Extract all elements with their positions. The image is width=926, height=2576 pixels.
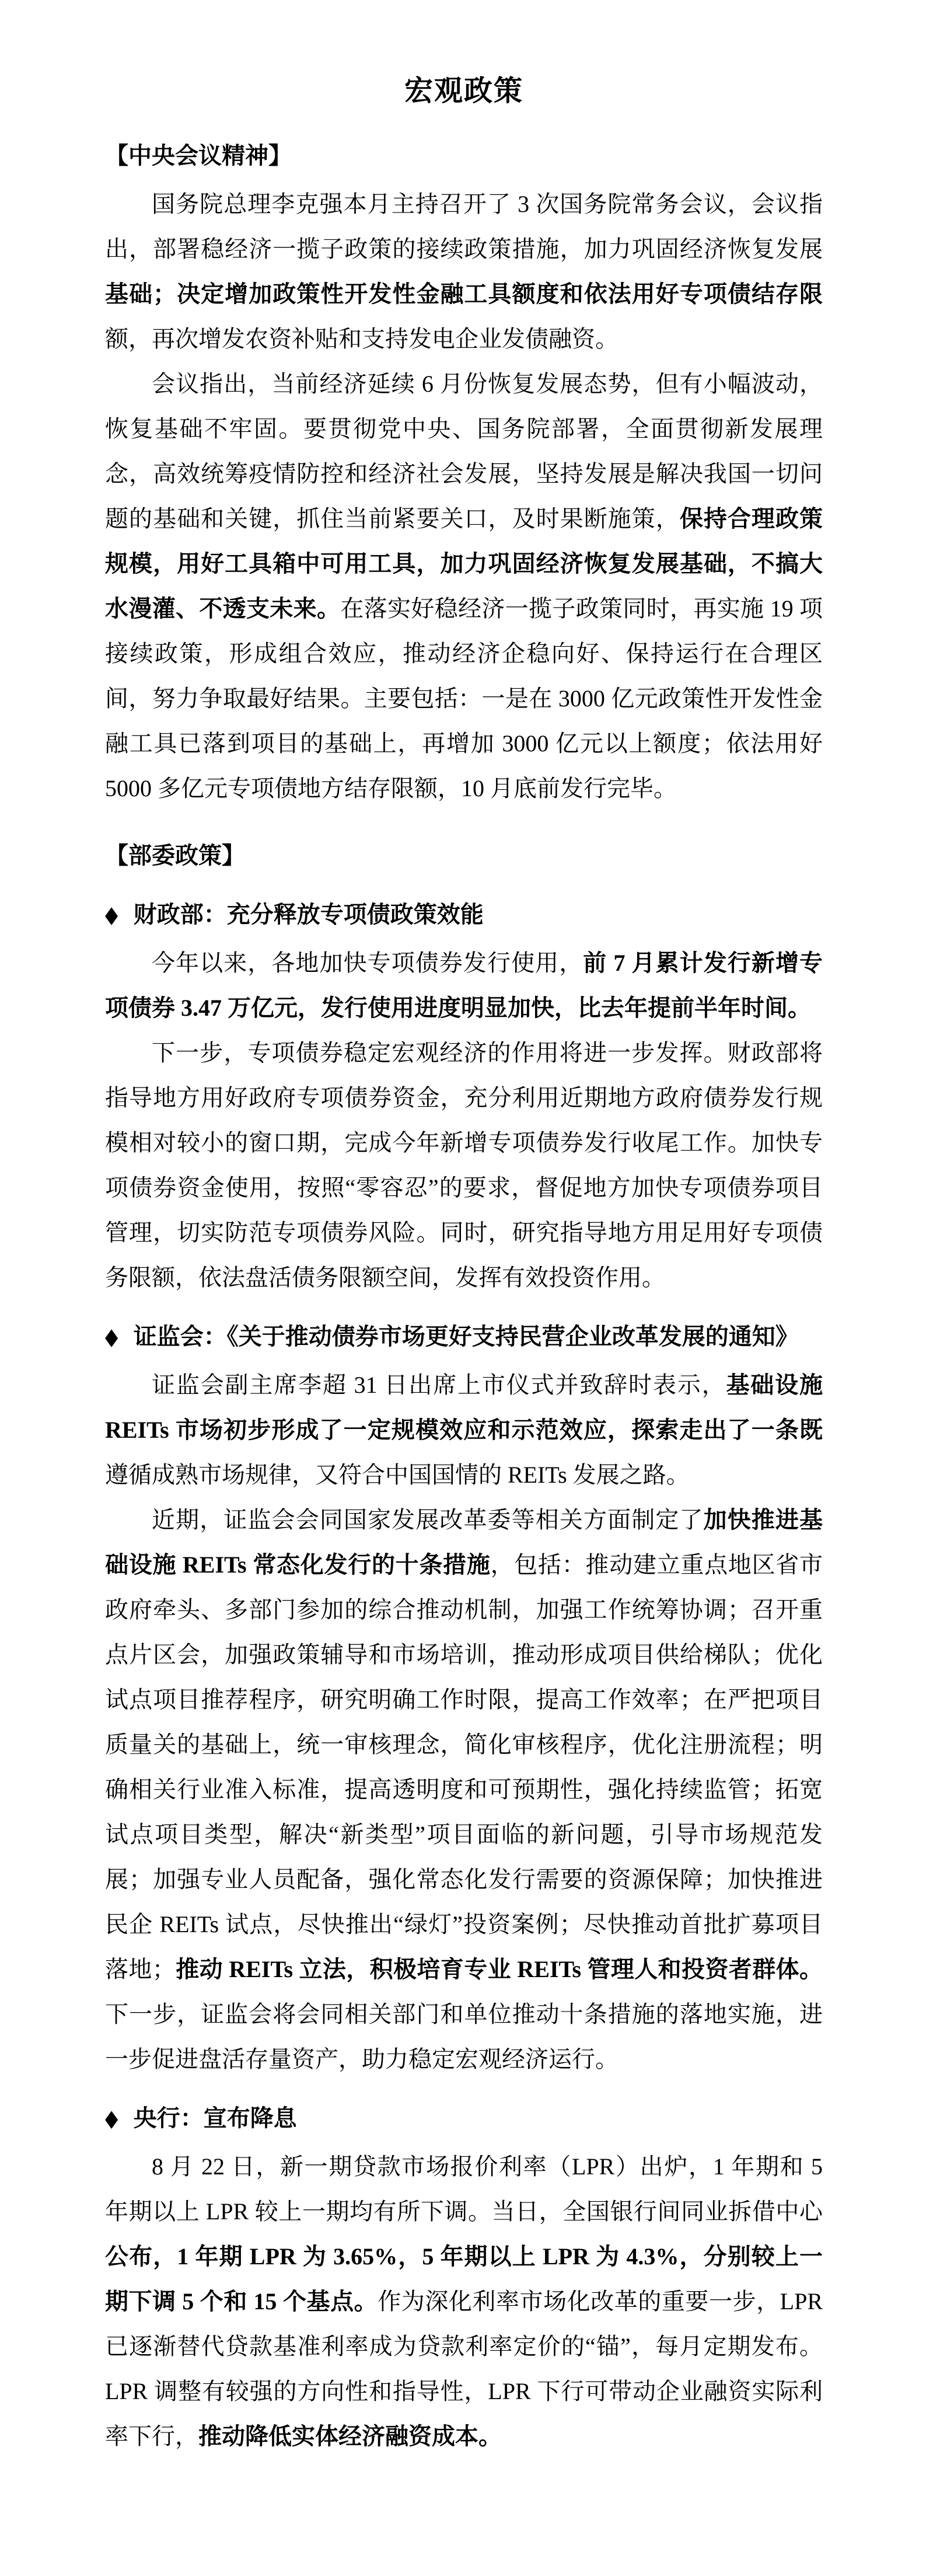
bold-text-run: 公布，1 年期 LPR 为 3.65%，5 年期以上 LPR 为 4.3%，分别较上一期下调 5 个和 15 个基点。 — [105, 2243, 823, 2315]
paragraph-meeting-points — [105, 361, 823, 811]
text-run: 作为深化利率市场化改革的重要一步，LPR 已逐渐替代贷款基准利率成为贷款利率定价的“锚”，每月定期发布。LPR 调整有较强的方向性和指导性，LPR 下行可带动企业融资实际利率下行， — [105, 2288, 823, 2450]
bold-text-run: 基础；决定增加政策性开发性金融工具额度和依法用好专项债结存限 — [105, 281, 823, 308]
section-header-central-meetings: 【中央会议精神】 — [105, 142, 292, 169]
paragraph-state-council-meetings — [105, 182, 823, 361]
diamond-bullet-icon: ◆ — [105, 1323, 118, 1350]
paragraph-mof-next-steps — [105, 1030, 823, 1300]
text-run: 8 月 22 日，新一期贷款市场报价利率（LPR）出炉，1 年期和 5 年期以上 LPR 较上一期均有所下调。当日，全国银行间同业拆借中心 — [105, 2153, 823, 2225]
bold-text-run: 推动 REITs 立法，积极培育专业 REITs 管理人和投资者群体。 — [175, 1956, 823, 1983]
text-run: 会议指出，当前经济延续 6 月份恢复发展态势，但有小幅波动，恢复基础不牢固。要贯彻党中央、国务院部署，全面贯彻新发展理念，高效统筹疫情防控和经济社会发展，坚持发展是解决我国一切问题的基础和关键，抓住当前紧要关口，及时果断施策， — [105, 371, 823, 532]
bullet-heading-pboc-label: 央行：宣布降息 — [133, 2105, 297, 2132]
paragraph-pboc-lpr-cut — [105, 2144, 823, 2459]
paragraph-csrc-ten-measures — [105, 1497, 823, 2082]
text-run: 遵循成熟市场规律，又符合中国国情的 REITs 发展之路。 — [105, 1462, 690, 1489]
text-run: 在落实好稳经济一揽子政策同时，再实施 19 项接续政策，形成组合效应，推动经济企稳向好、保持运行在合理区间，努力争取最好结果。主要包括：一是在 3000 亿元政策性开发性金融工具已落到项目的基础上，再增加 3000 亿元以上额度；依法用好 5000 多亿元专项债地方结存限额，10 月底前发行完毕。 — [105, 595, 823, 802]
section-header-ministry-policies: 【部委政策】 — [105, 842, 245, 869]
text-run: 下一步，专项债券稳定宏观经济的作用将进一步发挥。财政部将指导地方用好政府专项债券资金，充分利用近期地方政府债券发行规模相对较小的窗口期，完成今年新增专项债券发行收尾工作。加快专项债券资金使用，按照“零容忍”的要求，督促地方加快专项债券项目管理，切实防范专项债券风险。同时，研究指导地方用足用好专项债务限额，依法盘活债务限额空间，发挥有效投资作用。 — [105, 1040, 823, 1291]
text-run: 额，再次增发农资补贴和支持发电企业发债融资。 — [105, 326, 619, 353]
bullet-heading-mof-label: 财政部：充分释放专项债政策效能 — [133, 901, 484, 928]
text-run: 国务院总理李克强本月主持召开了 3 次国务院常务会议，会议指出，部署稳经济一揽子政策的接续政策措施，加力巩固经济恢复发展 — [105, 191, 823, 263]
bold-text-run: 前 7 月累计发行新增专项债券 3.47 万亿元，发行使用进度明显加快，比去年提前半年时间。 — [105, 950, 823, 1022]
bullet-heading-csrc-label: 证监会：《关于推动债券市场更好支持民营企业改革发展的通知》 — [133, 1323, 799, 1350]
text-run: 证监会副主席李超 31 日出席上市仪式并致辞时表示， — [152, 1372, 726, 1399]
text-run: 下一步，证监会将会同相关部门和单位推动十条措施的落地实施，进一步促进盘活存量资产，助力稳定宏观经济运行。 — [105, 2001, 823, 2073]
bullet-heading-csrc — [105, 1314, 823, 1359]
bold-text-run: 基础设施 REITs 市场初步形成了一定规模效应和示范效应，探索走出了一条既 — [105, 1372, 823, 1444]
bullet-heading-mof — [105, 892, 823, 937]
text-run: 近期，证监会会同国家发展改革委等相关方面制定了 — [152, 1507, 704, 1533]
text-run: ，包括：推动建立重点地区省市政府牵头、多部门参加的综合推动机制，加强工作统筹协调；召开重点片区会，加强政策辅导和市场培训，推动形成项目供给梯队；优化试点项目推荐程序，研究明确工作时限，提高工作效率；在严把项目质量关的基础上，统一审核理念，简化审核程序，优化注册流程；明确相关行业准入标准，提高透明度和可预期性，强化持续监管；拓宽试点项目类型，解决“新类型”项目面临的新问题，引导市场规范发展；加强专业人员配备，强化常态化发行需要的资源保障；加快推进民企 REITs 试点，尽快推出“绿灯”投资案例；尽快推动首批扩募项目落地； — [105, 1552, 823, 1983]
bold-text-run: 保持合理政策规模，用好工具箱中可用工具，加力巩固经济恢复发展基础，不搞大水漫灌、不透支未来。 — [105, 506, 823, 622]
page-title: 宏观政策 — [404, 75, 523, 107]
bold-text-run: 加快推进基础设施 REITs 常态化发行的十条措施 — [105, 1507, 823, 1578]
bold-text-run: 推动降低实体经济融资成本。 — [198, 2423, 502, 2450]
text-run: 今年以来，各地加快专项债券发行使用， — [152, 950, 583, 977]
diamond-bullet-icon: ◆ — [105, 2105, 118, 2132]
paragraph-csrc-reits-remarks — [105, 1362, 823, 1497]
bullet-heading-pboc — [105, 2096, 823, 2141]
diamond-bullet-icon: ◆ — [105, 901, 118, 928]
paragraph-mof-bond-issuance — [105, 940, 823, 1030]
